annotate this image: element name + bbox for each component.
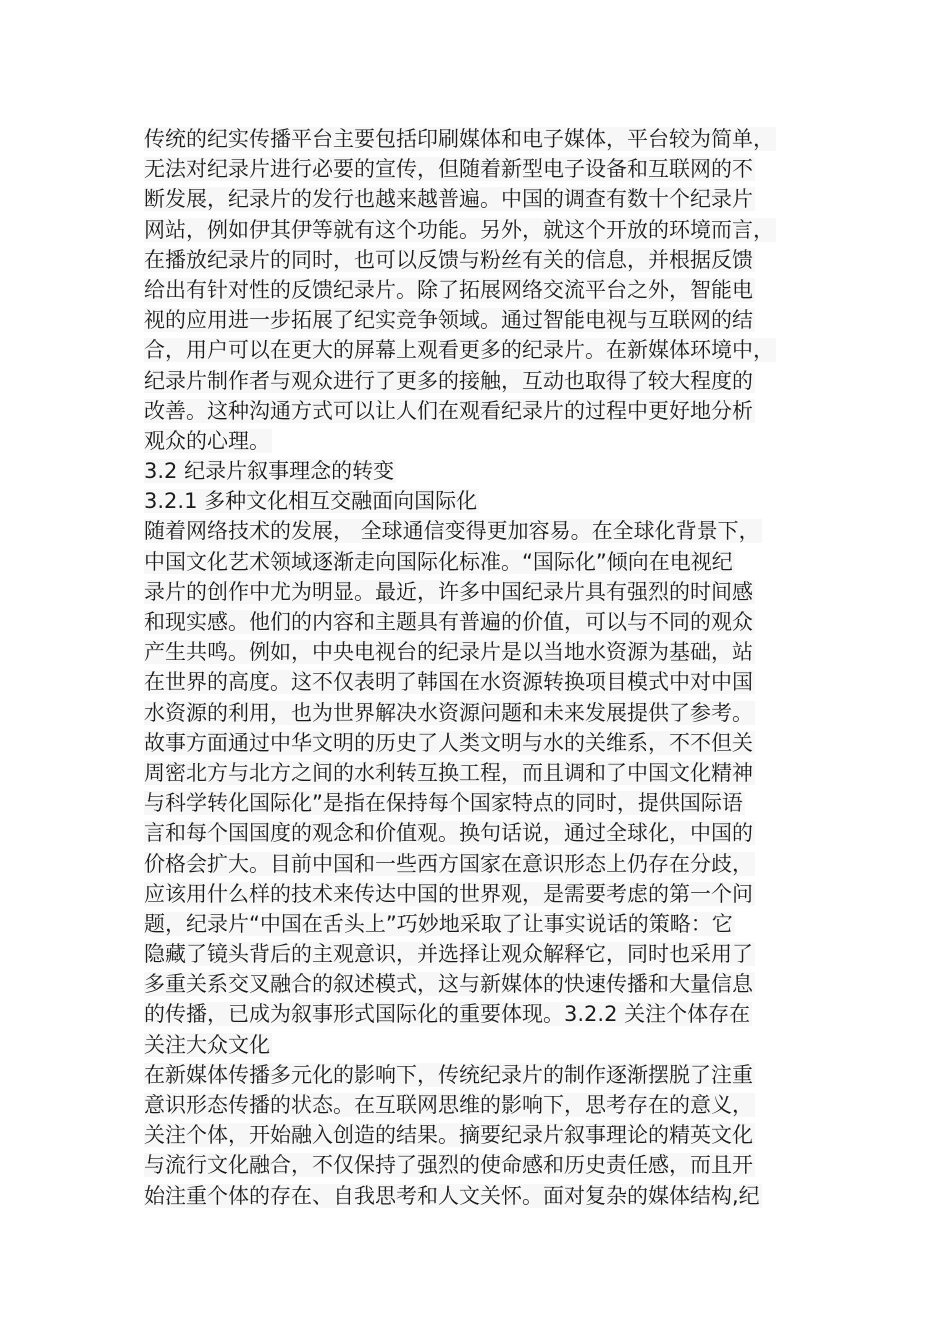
text-line xyxy=(144,577,816,607)
text-line-content: 观众的心理。 xyxy=(144,428,270,453)
text-line xyxy=(144,245,816,275)
text-line-content: 与流行文化融合，不仅保持了强烈的使命感和历史责任感，而且开 xyxy=(144,1153,753,1178)
text-line-content: 视的应用进一步拓展了纪实竞争领域。通过智能电视与互联网的结 xyxy=(144,308,753,333)
text-line xyxy=(144,879,816,909)
text-line-content: 与科学转化国际化”是指在保持每个国家特点的同时，提供国际语 xyxy=(144,791,743,816)
text-line xyxy=(144,1060,816,1090)
text-line xyxy=(144,1150,816,1180)
text-line-content: 中国文化艺术领域逐渐走向国际化标准。“国际化”倾向在电视纪 xyxy=(144,549,733,574)
text-line xyxy=(144,607,816,637)
text-line xyxy=(144,939,816,969)
text-line xyxy=(144,999,816,1029)
text-line-content: 周密北方与北方之间的水利转互换工程，而且调和了中国文化精神 xyxy=(144,760,753,785)
text-line-content: 无法对纪录片进行必要的宣传，但随着新型电子设备和互联网的不 xyxy=(144,157,753,182)
text-line-content: 关注大众文化 xyxy=(144,1032,270,1057)
text-line xyxy=(144,1030,816,1060)
text-line xyxy=(144,426,816,456)
text-line xyxy=(144,1181,816,1211)
text-line xyxy=(144,758,816,788)
text-line xyxy=(144,366,816,396)
text-line-content: 录片的创作中尤为明显。最近，许多中国纪录片具有强烈的时间感 xyxy=(144,579,753,604)
text-line xyxy=(144,728,816,758)
text-line xyxy=(144,516,816,546)
subsection-heading-text: 3.2.1 多种文化相互交融面向国际化 xyxy=(144,489,478,514)
text-line-content: 改善。这种沟通方式可以让人们在观看纪录片的过程中更好地分析 xyxy=(144,398,753,423)
text-line xyxy=(144,305,816,335)
text-line-content: 应该用什么样的技术来传达中国的世界观，是需要考虑的第一个问 xyxy=(144,881,753,906)
text-line-content: 在新媒体传播多元化的影响下，传统纪录片的制作逐渐摆脱了注重 xyxy=(144,1062,753,1087)
text-line-content: 和现实感。他们的内容和主题具有普遍的价值，可以与不同的观众 xyxy=(144,610,753,634)
text-line-content: 价格会扩大。目前中国和一些西方国家在意识形态上仍存在分歧， xyxy=(144,851,753,876)
text-line-content: 网站，例如伊其伊等就有这个功能。另外，就这个开放的环境而言， xyxy=(144,217,774,242)
text-line xyxy=(144,667,816,697)
text-line-content: 故事方面通过中华文明的历史了人类文明与水的关维系，不不但关 xyxy=(144,730,753,755)
text-line-content: 断发展，纪录片的发行也越来越普遍。中国的调查有数十个纪录片 xyxy=(144,187,753,212)
section-heading xyxy=(144,456,816,486)
text-line xyxy=(144,909,816,939)
text-line xyxy=(144,215,816,245)
text-line xyxy=(144,547,816,577)
text-line-content: 关注个体，开始融入创造的结果。摘要纪录片叙事理论的精英文化 xyxy=(144,1123,753,1148)
text-line-content: 纪录片制作者与观众进行了更多的接触，互动也取得了较大程度的 xyxy=(144,368,753,393)
text-line xyxy=(144,1090,816,1120)
text-line-content: 意识形态传播的状态。在互联网思维的影响下，思考存在的意义， xyxy=(144,1093,753,1117)
text-line-content: 多重关系交叉融合的叙述模式，这与新媒体的快速传播和大量信息 xyxy=(144,972,753,997)
text-line-content: 合，用户可以在更大的屏幕上观看更多的纪录片。在新媒体环境中， xyxy=(144,338,774,363)
text-line-content: 在播放纪录片的同时，也可以反馈与粉丝有关的信息，并根据反馈 xyxy=(144,247,753,272)
text-line xyxy=(144,637,816,667)
text-line-content: 水资源的利用，也为世界解决水资源问题和未来发展提供了参考。 xyxy=(144,700,753,725)
text-line xyxy=(144,396,816,426)
text-line xyxy=(144,275,816,305)
text-line-content: 始注重个体的存在、自我思考和人文关怀。面对复杂的媒体结构,纪 xyxy=(144,1183,760,1208)
text-line xyxy=(144,154,816,184)
text-line-content: 的传播，已成为叙事形式国际化的重要体现。3.2.2 关注个体存在 xyxy=(144,1002,751,1027)
text-line-content: 随着网络技术的发展， 全球通信变得更加容易。在全球化背景下， xyxy=(144,519,760,544)
text-line-content: 隐藏了镜头背后的主观意识，并选择让观众解释它，同时也采用了 xyxy=(144,942,753,967)
text-line xyxy=(144,788,816,818)
text-line xyxy=(144,124,816,154)
text-line xyxy=(144,698,816,728)
subsection-heading xyxy=(144,486,816,516)
text-line-content: 在世界的高度。这不仅表明了韩国在水资源转换项目模式中对中国 xyxy=(144,670,753,695)
text-line-content: 产生共鸣。例如，中央电视台的纪录片是以当地水资源为基础，站 xyxy=(144,640,753,665)
section-heading-text: 3.2 纪录片叙事理念的转变 xyxy=(144,459,395,484)
text-line xyxy=(144,969,816,999)
text-line xyxy=(144,818,816,848)
text-line xyxy=(144,1120,816,1150)
text-line-content: 给出有针对性的反馈纪录片。除了拓展网络交流平台之外，智能电 xyxy=(144,277,753,302)
text-line xyxy=(144,849,816,879)
body-text xyxy=(144,124,816,1211)
text-line-content: 题，纪录片“中国在舌头上”巧妙地采取了让事实说话的策略：它 xyxy=(144,911,733,936)
text-line-content: 言和每个国国度的观念和价值观。换句话说，通过全球化，中国的 xyxy=(144,821,753,846)
text-line xyxy=(144,184,816,214)
text-line xyxy=(144,335,816,365)
text-line-content: 传统的纪实传播平台主要包括印刷媒体和电子媒体，平台较为简单， xyxy=(144,127,774,151)
